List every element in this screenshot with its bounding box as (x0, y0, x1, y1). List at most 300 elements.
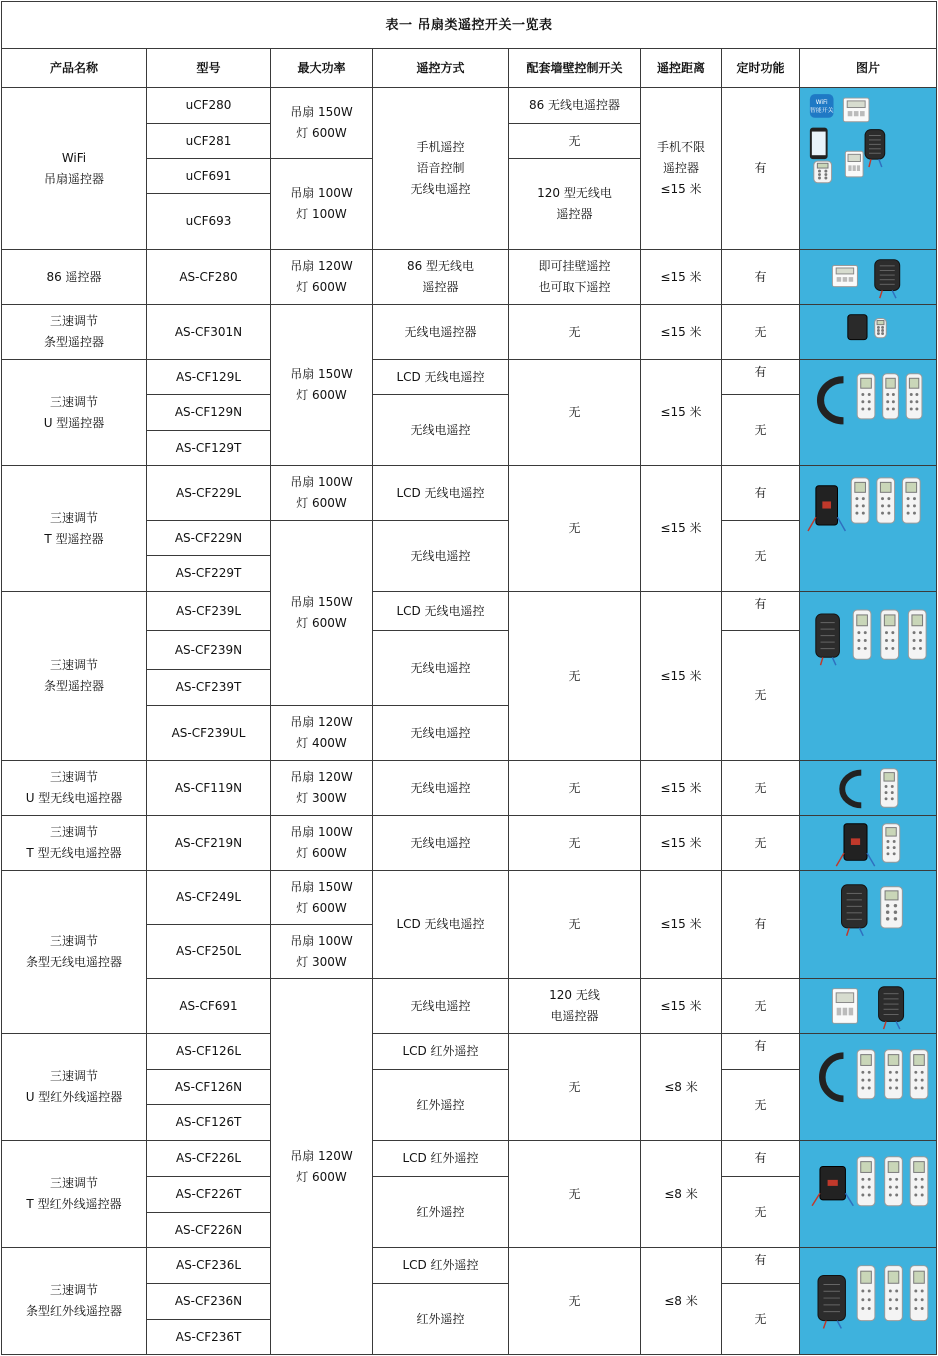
model-cell (146, 430, 271, 466)
remote-icon (883, 374, 899, 419)
model-cell (146, 630, 271, 670)
wifi-label: WiFi (815, 99, 828, 106)
product-picture-cell (799, 1033, 937, 1141)
remote-mode-cell (372, 359, 509, 395)
wall-switch-cell-text: 无 (568, 521, 581, 535)
power-cell-text: 吊扇 150W 灯 600W (290, 595, 353, 630)
remote-mode-cell (372, 520, 509, 592)
model-cell-text: AS-CF236T (175, 1329, 242, 1344)
wall-switch-cell (508, 1247, 641, 1355)
model-cell (146, 870, 271, 925)
model-cell-text: AS-CF229T (175, 566, 242, 580)
product-name-cell (1, 1033, 147, 1141)
phone-icon (810, 128, 828, 160)
timer-cell (721, 359, 800, 395)
timer-cell-text: 无 (754, 998, 767, 1013)
remote-mode-cell (372, 304, 509, 360)
remote-distance-cell-text: ≤15 米 (660, 835, 702, 850)
remote-mode-cell (372, 1033, 509, 1070)
remote-mode-cell (372, 394, 509, 466)
model-cell (146, 158, 271, 194)
power-cell (270, 760, 373, 816)
remote-mode-cell (372, 978, 509, 1034)
wall-switch-cell-text: 无 (568, 835, 581, 850)
timer-cell (721, 815, 800, 871)
remote-mode-cell (372, 705, 509, 761)
remote-distance-cell (640, 978, 722, 1034)
wall-switch-cell-text: 120 型无线电 遥控器 (537, 186, 612, 221)
wall-switch-cell-text: 无 (568, 780, 581, 795)
model-cell-text: AS-CF129L (175, 369, 242, 384)
product-name-cell (1, 304, 147, 360)
remote-mode-cell-text: 无线电遥控 (410, 998, 471, 1013)
wall-switch-cell-text: 即可挂壁遥控 也可取下遥控 (538, 259, 611, 294)
power-cell (270, 87, 373, 159)
product-picture-cell (799, 249, 937, 305)
model-cell-text: AS-CF226N (174, 1222, 243, 1237)
remote-mode-cell (372, 1140, 509, 1177)
timer-cell-text: 无 (754, 422, 767, 437)
model-cell-text: AS-CF229L (175, 485, 242, 500)
timer-cell-text: 无 (754, 780, 767, 795)
remote-mode-cell-text: 红外遥控 (416, 1097, 465, 1112)
wall-switch-cell (508, 359, 641, 466)
remote-distance-cell-text: ≤8 米 (664, 1079, 698, 1094)
timer-cell (721, 249, 800, 305)
remote-mode-cell (372, 1176, 509, 1248)
column-header (799, 48, 937, 88)
model-cell (146, 1176, 271, 1213)
column-header (721, 48, 800, 88)
remote-distance-cell-text: ≤8 米 (664, 1186, 698, 1201)
timer-cell (721, 394, 800, 466)
model-cell (146, 705, 271, 761)
power-cell (270, 304, 373, 466)
model-cell (146, 465, 271, 521)
power-cell-text: 吊扇 100W 灯 300W (290, 933, 353, 969)
model-cell-text: AS-CF226T (175, 1187, 242, 1201)
remote-mode-cell-text: LCD 无线电遥控 (396, 603, 485, 618)
remote-distance-cell-text: ≤15 米 (660, 405, 702, 419)
remote-mode-cell (372, 87, 509, 250)
product-picture-cell (799, 870, 937, 979)
timer-cell (721, 1033, 800, 1070)
product-name-cell (1, 591, 147, 761)
timer-cell-text: 有 (754, 1253, 767, 1267)
timer-cell (721, 630, 800, 761)
model-cell (146, 815, 271, 871)
power-cell (270, 815, 373, 871)
remote-icon (881, 769, 898, 807)
power-cell-text: 吊扇 100W 灯 600W (290, 475, 353, 510)
remote-distance-cell (640, 870, 722, 979)
product-name-cell-text: 三速调节 U 型无线电遥控器 (25, 770, 123, 805)
timer-cell-text: 有 (754, 161, 767, 175)
model-cell-text: AS-CF301N (174, 324, 243, 339)
remote-mode-cell (372, 1069, 509, 1141)
remote-icon (882, 824, 899, 862)
remote-mode-cell-text: LCD 红外遥控 (402, 1044, 479, 1058)
product-name-cell-text: 三速调节 T 型无线电遥控器 (26, 825, 122, 860)
remote-distance-cell-text: ≤15 米 (660, 780, 702, 795)
column-header (508, 48, 641, 88)
model-cell (146, 555, 271, 592)
wall-switch-cell-text: 无 (568, 324, 581, 339)
wall-switch-cell (508, 978, 641, 1034)
remote-mode-cell-text: 无线电遥控 (410, 660, 471, 675)
product-name-cell-text: 三速调节 条型红外线遥控器 (25, 1283, 122, 1318)
product-picture (802, 981, 934, 1031)
wall-switch-cell (508, 760, 641, 816)
timer-cell-text: 有 (754, 365, 767, 379)
remote-icon (906, 374, 922, 419)
remote-distance-cell (640, 304, 722, 360)
remote-icon (885, 1266, 903, 1321)
product-name-cell-text: 86 遥控器 (46, 269, 102, 284)
product-picture (802, 90, 934, 247)
timer-cell-text: 无 (754, 324, 767, 339)
remote-icon (851, 478, 869, 523)
remote-icon (910, 1266, 928, 1321)
power-cell (270, 158, 373, 250)
remote-distance-cell (640, 760, 722, 816)
model-cell-text: AS-CF119N (174, 780, 243, 795)
power-cell (270, 924, 373, 979)
timer-cell-text: 有 (754, 269, 767, 284)
timer-cell-text: 有 (754, 917, 767, 931)
model-cell-text: uCF691 (185, 168, 232, 183)
model-cell-text: AS-CF129N (174, 405, 243, 419)
model-cell (146, 978, 271, 1034)
wall-switch-cell-text: 120 无线 电遥控器 (549, 988, 600, 1023)
remote-mode-cell (372, 591, 509, 631)
wall-switch-cell (508, 87, 641, 124)
remote-mode-cell-text: 86 型无线电 遥控器 (406, 259, 475, 294)
product-picture (802, 1250, 934, 1352)
wall-switch-cell (508, 158, 641, 250)
product-name-cell-text: WiFi 吊扇遥控器 (43, 150, 104, 186)
product-picture-cell (799, 815, 937, 871)
product-picture-cell (799, 978, 937, 1034)
remote-icon (853, 610, 871, 659)
remote-icon (885, 1050, 903, 1099)
remote-icon (910, 1157, 928, 1206)
remote-icon (857, 1266, 875, 1321)
product-picture-cell (799, 359, 937, 466)
product-name-cell-text: 三速调节 U 型遥控器 (43, 394, 105, 430)
remote-icon (902, 478, 920, 523)
remote-distance-cell (640, 1247, 722, 1355)
timer-cell (721, 760, 800, 816)
remote-icon (881, 610, 899, 659)
model-cell-text: AS-CF236N (174, 1294, 243, 1308)
power-cell (270, 870, 373, 925)
model-cell (146, 249, 271, 305)
wall-switch-cell-text: 无 (568, 1079, 581, 1094)
model-cell-text: AS-CF239UL (171, 725, 246, 740)
product-name-cell (1, 249, 147, 305)
timer-cell (721, 304, 800, 360)
timer-cell-text: 无 (754, 1097, 767, 1112)
t-receiver-icon (836, 824, 874, 866)
remote-distance-cell (640, 87, 722, 250)
model-cell (146, 123, 271, 159)
remote-distance-cell (640, 591, 722, 761)
box-receiver-icon (848, 315, 867, 340)
fan-receiver-icon (865, 130, 885, 167)
remote-distance-cell (640, 1033, 722, 1141)
product-picture-cell (799, 1247, 937, 1355)
remote-mode-cell (372, 1283, 509, 1355)
product-picture-cell (799, 87, 937, 250)
product-name-cell (1, 359, 147, 466)
model-cell (146, 1247, 271, 1284)
timer-cell (721, 978, 800, 1034)
model-cell-text: AS-CF249L (175, 890, 242, 904)
remote-distance-cell (640, 815, 722, 871)
column-header-text: 遥控方式 (416, 60, 465, 75)
power-cell (270, 249, 373, 305)
model-cell (146, 591, 271, 631)
power-cell-text: 吊扇 120W 灯 600W (290, 1148, 353, 1184)
column-header (146, 48, 271, 88)
remote-distance-cell-text: ≤15 米 (660, 998, 702, 1013)
wall-panel-icon (845, 151, 863, 177)
remote-mode-cell-text: LCD 无线电遥控 (396, 917, 485, 931)
remote-distance-cell-text: ≤8 米 (664, 1293, 698, 1308)
product-picture (802, 594, 934, 758)
model-cell (146, 1283, 271, 1320)
timer-cell-text: 无 (754, 548, 767, 563)
model-cell (146, 359, 271, 395)
wall-panel-icon (843, 98, 869, 122)
power-cell-text: 吊扇 100W 灯 600W (290, 825, 353, 860)
remote-icon (908, 610, 926, 659)
product-picture (802, 818, 934, 868)
wall-switch-cell (508, 870, 641, 979)
remote-mode-cell-text: 手机遥控 语音控制 无线电遥控 (410, 140, 471, 196)
product-picture-cell (799, 304, 937, 360)
timer-cell (721, 465, 800, 521)
wall-switch-cell-text: 无 (568, 917, 581, 931)
model-cell (146, 669, 271, 706)
model-cell-text: uCF693 (185, 214, 232, 228)
product-name-cell (1, 870, 147, 1034)
remote-icon (814, 161, 832, 183)
remote-mode-cell (372, 249, 509, 305)
model-cell-text: AS-CF226L (175, 1151, 242, 1165)
model-cell-text: AS-CF691 (179, 998, 238, 1013)
product-name-cell-text: 三速调节 条型遥控器 (43, 658, 104, 693)
column-header-text: 遥控距离 (656, 60, 705, 75)
product-name-cell-text: 三速调节 T 型红外线遥控器 (26, 1176, 122, 1211)
remote-distance-cell (640, 249, 722, 305)
model-cell (146, 760, 271, 816)
remote-mode-cell (372, 815, 509, 871)
model-cell (146, 1069, 271, 1105)
column-header (270, 48, 373, 88)
model-cell (146, 394, 271, 431)
t-receiver-icon (812, 1167, 853, 1206)
model-cell-text: AS-CF129T (175, 440, 242, 455)
power-cell (270, 465, 373, 521)
remote-distance-cell-text: 手机不限 遥控器 ≤15 米 (656, 140, 705, 196)
remote-icon (875, 319, 887, 338)
product-name-cell (1, 815, 147, 871)
wall-panel-icon (832, 265, 857, 286)
model-cell (146, 1212, 271, 1248)
remote-mode-cell-text: LCD 红外遥控 (402, 1151, 479, 1165)
timer-cell-text: 有 (754, 485, 767, 500)
product-name-cell (1, 760, 147, 816)
timer-cell-text: 有 (754, 1039, 767, 1053)
timer-cell (721, 1140, 800, 1177)
model-cell-text: AS-CF250L (175, 944, 242, 958)
product-picture (802, 1143, 934, 1245)
product-name-cell-text: 三速调节 条型无线电遥控器 (25, 934, 122, 969)
table-title-text: 表一 吊扇类遥控开关一览表 (385, 17, 553, 33)
model-cell-text: AS-CF126T (175, 1115, 242, 1129)
product-picture-cell (799, 760, 937, 816)
remote-distance-cell (640, 359, 722, 466)
remote-icon (881, 887, 903, 928)
model-cell-text: AS-CF126N (174, 1079, 243, 1094)
wall-panel-icon (832, 989, 857, 1024)
timer-cell (721, 520, 800, 592)
power-cell-text: 吊扇 120W 灯 600W (290, 259, 353, 294)
column-header-text: 定时功能 (736, 60, 785, 75)
remote-mode-cell-text: LCD 无线电遥控 (396, 485, 485, 500)
column-header-text: 配套墙壁控制开关 (526, 60, 623, 75)
model-cell (146, 1140, 271, 1177)
product-name-cell (1, 465, 147, 592)
power-cell (270, 520, 373, 706)
product-picture-cell (799, 591, 937, 761)
table-title (1, 1, 937, 49)
bar-receiver-icon (816, 614, 840, 665)
product-picture-cell (799, 465, 937, 592)
remote-distance-cell-text: ≤15 米 (660, 917, 702, 931)
power-cell-text: 吊扇 150W 灯 600W (290, 105, 353, 140)
product-name-cell (1, 87, 147, 250)
model-cell-text: AS-CF239L (175, 603, 242, 618)
product-name-cell-text: 三速调节 条型遥控器 (43, 314, 104, 349)
remote-mode-cell-text: 无线电遥控 (410, 548, 471, 563)
column-header (640, 48, 722, 88)
model-cell (146, 304, 271, 360)
model-cell-text: AS-CF126L (175, 1044, 242, 1058)
wall-switch-cell (508, 591, 641, 761)
product-name-cell (1, 1247, 147, 1355)
remote-distance-cell (640, 1140, 722, 1248)
timer-cell-text: 有 (754, 1151, 767, 1165)
remote-icon (910, 1050, 928, 1099)
remote-icon (857, 1157, 875, 1206)
timer-cell (721, 1247, 800, 1284)
u-receiver-icon (821, 380, 844, 421)
wall-switch-cell (508, 1033, 641, 1141)
remote-icon (857, 1050, 875, 1099)
model-cell-text: AS-CF280 (179, 269, 238, 284)
model-cell (146, 1319, 271, 1355)
remote-icon (885, 1157, 903, 1206)
product-name-cell-text: 三速调节 T 型遥控器 (44, 510, 104, 546)
product-name-cell (1, 1140, 147, 1248)
wall-switch-cell (508, 815, 641, 871)
power-cell-text: 吊扇 120W 灯 400W (290, 715, 353, 750)
remote-mode-cell (372, 760, 509, 816)
timer-cell-text: 无 (754, 688, 767, 702)
remote-distance-cell-text: ≤15 米 (660, 269, 702, 284)
product-picture (802, 307, 934, 357)
model-cell (146, 1033, 271, 1070)
timer-cell-text: 无 (754, 835, 767, 850)
timer-cell (721, 1176, 800, 1248)
remote-mode-cell (372, 630, 509, 706)
timer-cell-text: 无 (754, 1311, 767, 1326)
remote-mode-cell-text: 红外遥控 (416, 1311, 465, 1326)
product-picture (802, 468, 934, 589)
remote-mode-cell-text: LCD 无线电遥控 (396, 369, 485, 384)
power-cell-text: 吊扇 150W 灯 600W (290, 879, 353, 915)
product-picture (802, 763, 934, 813)
remote-mode-cell-text: 红外遥控 (416, 1204, 465, 1219)
remote-distance-cell-text: ≤15 米 (660, 521, 702, 535)
column-header-text: 最大功率 (297, 60, 346, 75)
wall-switch-cell (508, 465, 641, 592)
model-cell-text: AS-CF239N (174, 642, 243, 657)
remote-mode-cell-text: 无线电遥控 (410, 780, 471, 795)
wall-switch-cell-text: 无 (568, 1186, 581, 1201)
model-cell-text: AS-CF239T (175, 680, 242, 694)
remote-mode-cell (372, 870, 509, 979)
remote-mode-cell-text: 无线电遥控器 (404, 324, 477, 339)
model-cell-text: AS-CF219N (174, 835, 243, 850)
wifi-label: 智能开关 (809, 107, 834, 114)
t-receiver-icon (808, 486, 845, 531)
model-cell-text: AS-CF229N (174, 530, 243, 545)
remote-mode-cell (372, 465, 509, 521)
power-cell (270, 705, 373, 761)
wall-switch-cell-text: 86 无线电遥控器 (528, 98, 621, 112)
u-receiver-icon (822, 1056, 843, 1099)
model-cell (146, 1104, 271, 1141)
model-cell (146, 87, 271, 124)
timer-cell (721, 591, 800, 631)
remote-distance-cell (640, 465, 722, 592)
wall-switch-cell-text: 无 (568, 405, 581, 419)
product-name-cell-text: 三速调节 U 型红外线遥控器 (25, 1069, 123, 1104)
product-picture (802, 1036, 934, 1138)
timer-cell-text: 有 (754, 597, 767, 611)
remote-mode-cell-text: LCD 红外遥控 (402, 1258, 479, 1272)
power-cell-text: 吊扇 100W 灯 100W (290, 186, 353, 221)
fan-receiver-icon (875, 260, 900, 298)
model-cell-text: uCF281 (185, 133, 232, 148)
wall-switch-cell (508, 249, 641, 305)
product-picture (802, 873, 934, 976)
timer-cell-text: 无 (754, 1204, 767, 1219)
power-cell-text: 吊扇 120W 灯 300W (290, 770, 353, 805)
timer-cell (721, 1283, 800, 1355)
remote-icon (857, 374, 875, 419)
power-cell-text: 吊扇 150W 灯 600W (290, 367, 353, 402)
wall-switch-cell (508, 1140, 641, 1248)
wall-switch-cell-text: 无 (568, 668, 581, 683)
fan-receiver-icon (842, 885, 868, 936)
column-header (1, 48, 147, 88)
remote-icon (877, 478, 895, 523)
